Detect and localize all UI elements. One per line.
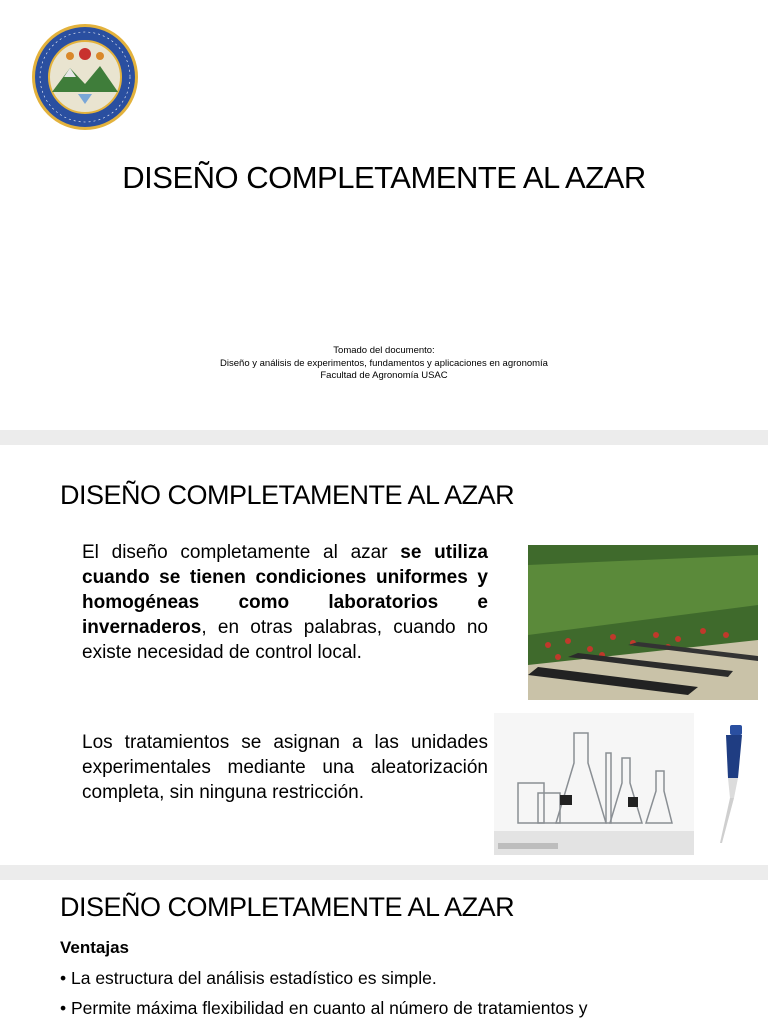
university-seal-logo bbox=[30, 22, 140, 132]
definition-paragraph bbox=[82, 540, 488, 665]
source-line: Tomado del documento: bbox=[333, 345, 435, 356]
source-citation bbox=[0, 345, 768, 383]
bullet-text: La estructura del análisis estadístico es simple. bbox=[71, 968, 437, 988]
slide-separator bbox=[0, 430, 768, 445]
advantages-slide bbox=[0, 880, 768, 1024]
treatment-paragraph: Los tratamientos se asignan a las unidades experimentales mediante una aleatorización completa, sin ninguna restricción. bbox=[82, 732, 488, 803]
lab-glassware-photo bbox=[494, 713, 694, 855]
source-line: Facultad de Agronomía USAC bbox=[320, 370, 448, 381]
section-subtitle: Ventajas bbox=[60, 938, 129, 957]
source-line: Diseño y análisis de experimentos, fundamentos y aplicaciones en agronomía bbox=[220, 357, 548, 369]
slide-title: DISEÑO COMPLETAMENTE AL AZAR bbox=[122, 160, 646, 195]
bullet-item: • La estructura del análisis estadístico es simple. bbox=[60, 968, 437, 988]
bullet-item: • Permite máxima flexibilidad en cuanto al número de tratamientos y bbox=[60, 998, 588, 1018]
paragraph-bold-text: se utiliza cuando se tienen condiciones uniformes y homogéneas como laboratorios e invernaderos bbox=[82, 542, 488, 638]
slide-title: DISEÑO COMPLETAMENTE AL AZAR bbox=[60, 480, 515, 510]
slide-separator bbox=[0, 865, 768, 880]
content-slide bbox=[0, 445, 768, 865]
paragraph-text: El diseño completamente al azar bbox=[82, 542, 401, 563]
slide-title: DISEÑO COMPLETAMENTE AL AZAR bbox=[60, 892, 515, 922]
greenhouse-photo bbox=[528, 545, 758, 700]
pipette-photo bbox=[700, 723, 750, 848]
bullet-text: Permite máxima flexibilidad en cuanto al número de tratamientos y bbox=[71, 998, 588, 1018]
paragraph-text: , en otras palabras, cuando no existe necesidad de control local. bbox=[82, 617, 488, 663]
title-slide bbox=[0, 0, 768, 430]
